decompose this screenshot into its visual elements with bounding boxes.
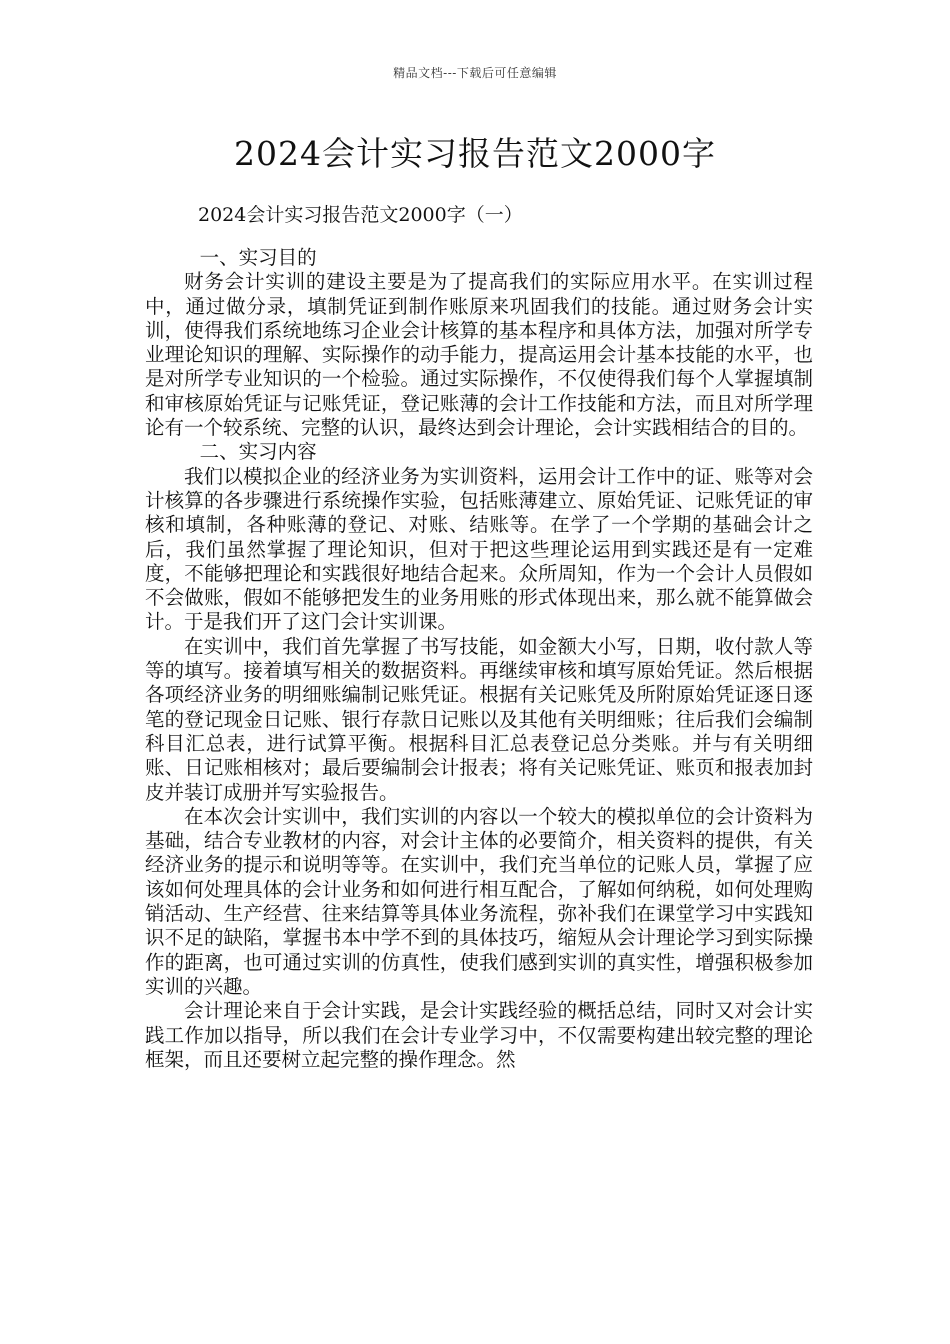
document-subtitle: 2024会计实习报告范文2000字（一）: [198, 204, 523, 226]
paragraph: 在实训中，我们首先掌握了书写技能，如金额大小写，日期，收付款人等等的填写。接着填写相关的数据资料。再继续审核和填写原始凭证。然后根据各项经济业务的明细账编制记账凭证。根据有关记账凭及所附原始凭证逐日逐笔的登记现金日记账、银行存款日记账以及其他有关明细账；往后我们会编制科目汇总表，进行试算平衡。根据科目汇总表登记总分类账。并与有关明细账、日记账相核对；最后要编制会计报表；将有关记账凭证、账页和报表加封皮并装订成册并写实验报告。: [145, 634, 813, 804]
document-title: 2024会计实习报告范文2000字: [234, 134, 716, 173]
paragraph: 我们以模拟企业的经济业务为实训资料，运用会计工作中的证、账等对会计核算的各步骤进行系统操作实验，包括账薄建立、原始凭证、记账凭证的审核和填制，各种账薄的登记、对账、结账等。在学了一个学期的基础会计之后，我们虽然掌握了理论知识，但对于把这些理论运用到实践还是有一定难度，不能够把理论和实践很好地结合起来。众所周知，作为一个会计人员假如不会做账，假如不能够把发生的业务用账的形式体现出来，那么就不能算做会计。于是我们开了这门会计实训课。: [145, 464, 813, 634]
paragraph: 财务会计实训的建设主要是为了提高我们的实际应用水平。在实训过程中，通过做分录，填制凭证到制作账原来巩固我们的技能。通过财务会计实训，使得我们系统地练习企业会计核算的基本程序和具体方法，加强对所学专业理论知识的理解、实际操作的动手能力，提高运用会计基本技能的水平，也是对所学专业知识的一个检验。通过实际操作，不仅使得我们每个人掌握填制和审核原始凭证与记账凭证，登记账薄的会计工作技能和方法，而且对所学理论有一个较系统、完整的认识，最终达到会计理论，会计实践相结合的目的。: [145, 270, 813, 440]
section-heading-content: 二、实习内容: [199, 440, 317, 464]
section-heading-purpose: 一、实习目的: [199, 246, 317, 269]
paragraph: 在本次会计实训中，我们实训的内容以一个较大的模拟单位的会计资料为基础，结合专业教材的内容，对会计主体的必要简介，相关资料的提供，有关经济业务的提示和说明等等。在实训中，我们充当单位的记账人员，掌握了应该如何处理具体的会计业务和如何进行相互配合，了解如何纳税，如何处理购销活动、生产经营、往来结算等具体业务流程，弥补我们在课堂学习中实践知识不足的缺陷，掌握书本中学不到的具体技巧，缩短从会计理论学习到实际操作的距离，也可通过实训的仿真性，使我们感到实训的真实性，增强积极参加实训的兴趣。: [145, 804, 813, 998]
header-note: 精品文档---下载后可任意编辑: [393, 66, 557, 80]
paragraph: 会计理论来自于会计实践，是会计实践经验的概括总结，同时又对会计实践工作加以指导，所以我们在会计专业学习中，不仅需要构建出较完整的理论框架，而且还要树立起完整的操作理念。然: [145, 999, 813, 1071]
document-body: [145, 246, 813, 1072]
